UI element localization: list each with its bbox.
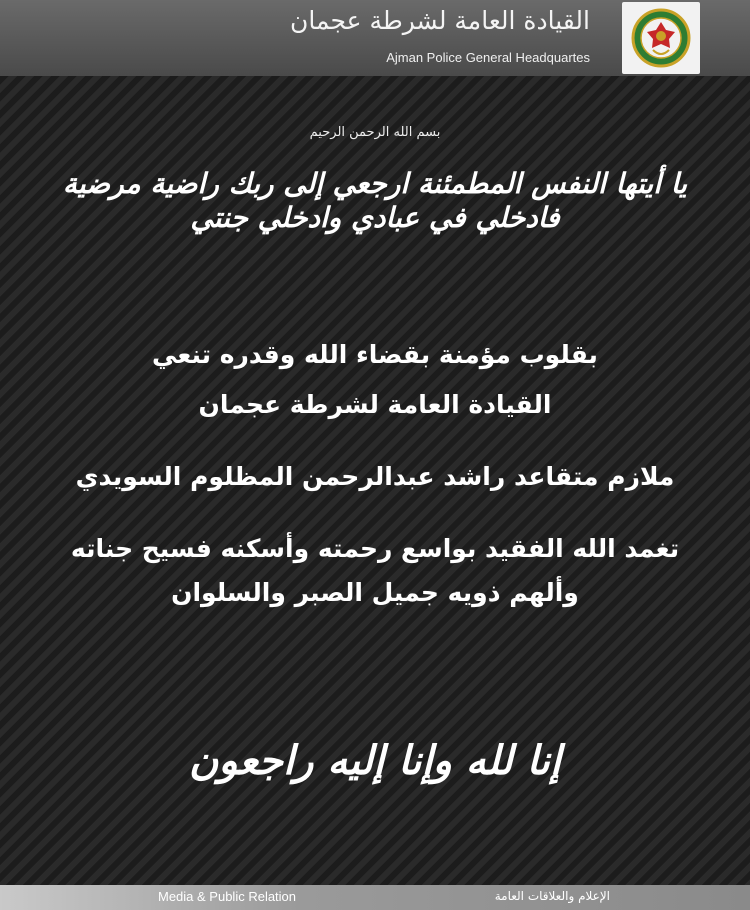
quran-verse-calligraphy (55, 155, 695, 247)
quran-verse-text: يا أيتها النفس المطمئنة ارجعي إلى ربك راضية مرضية فادخلي في عبادي وادخلي جنتي (62, 167, 688, 234)
header-bar (0, 0, 750, 76)
prayer-line-1: تغمد الله الفقيد بواسع رحمته وأسكنه فسيح جناته (70, 534, 680, 563)
closing-calligraphy (188, 715, 562, 805)
message-line-1: بقلوب مؤمنة بقضاء الله وقدره تنعي (152, 340, 598, 369)
footer-english: Media & Public Relation (158, 889, 297, 904)
logo-container (622, 2, 700, 74)
header-english-title: Ajman Police General Headquartes (386, 50, 590, 65)
message-line-2: القيادة العامة لشرطة عجمان (198, 390, 552, 419)
basmala-text: بسم الله الرحمن الرحيم (309, 125, 441, 140)
footer-bar (0, 885, 750, 910)
prayer-line-2: وألهم ذويه جميل الصبر والسلوان (171, 578, 579, 607)
closing-text: إنا لله وإنا إليه راجعون (188, 736, 562, 784)
footer-arabic: الإعلام والعلاقات العامة (494, 889, 610, 903)
deceased-name: ملازم متقاعد راشد عبدالرحمن المظلوم السويدي (75, 462, 675, 491)
header-arabic-title: القيادة العامة لشرطة عجمان (290, 6, 590, 35)
ajman-police-emblem-icon (631, 6, 691, 70)
